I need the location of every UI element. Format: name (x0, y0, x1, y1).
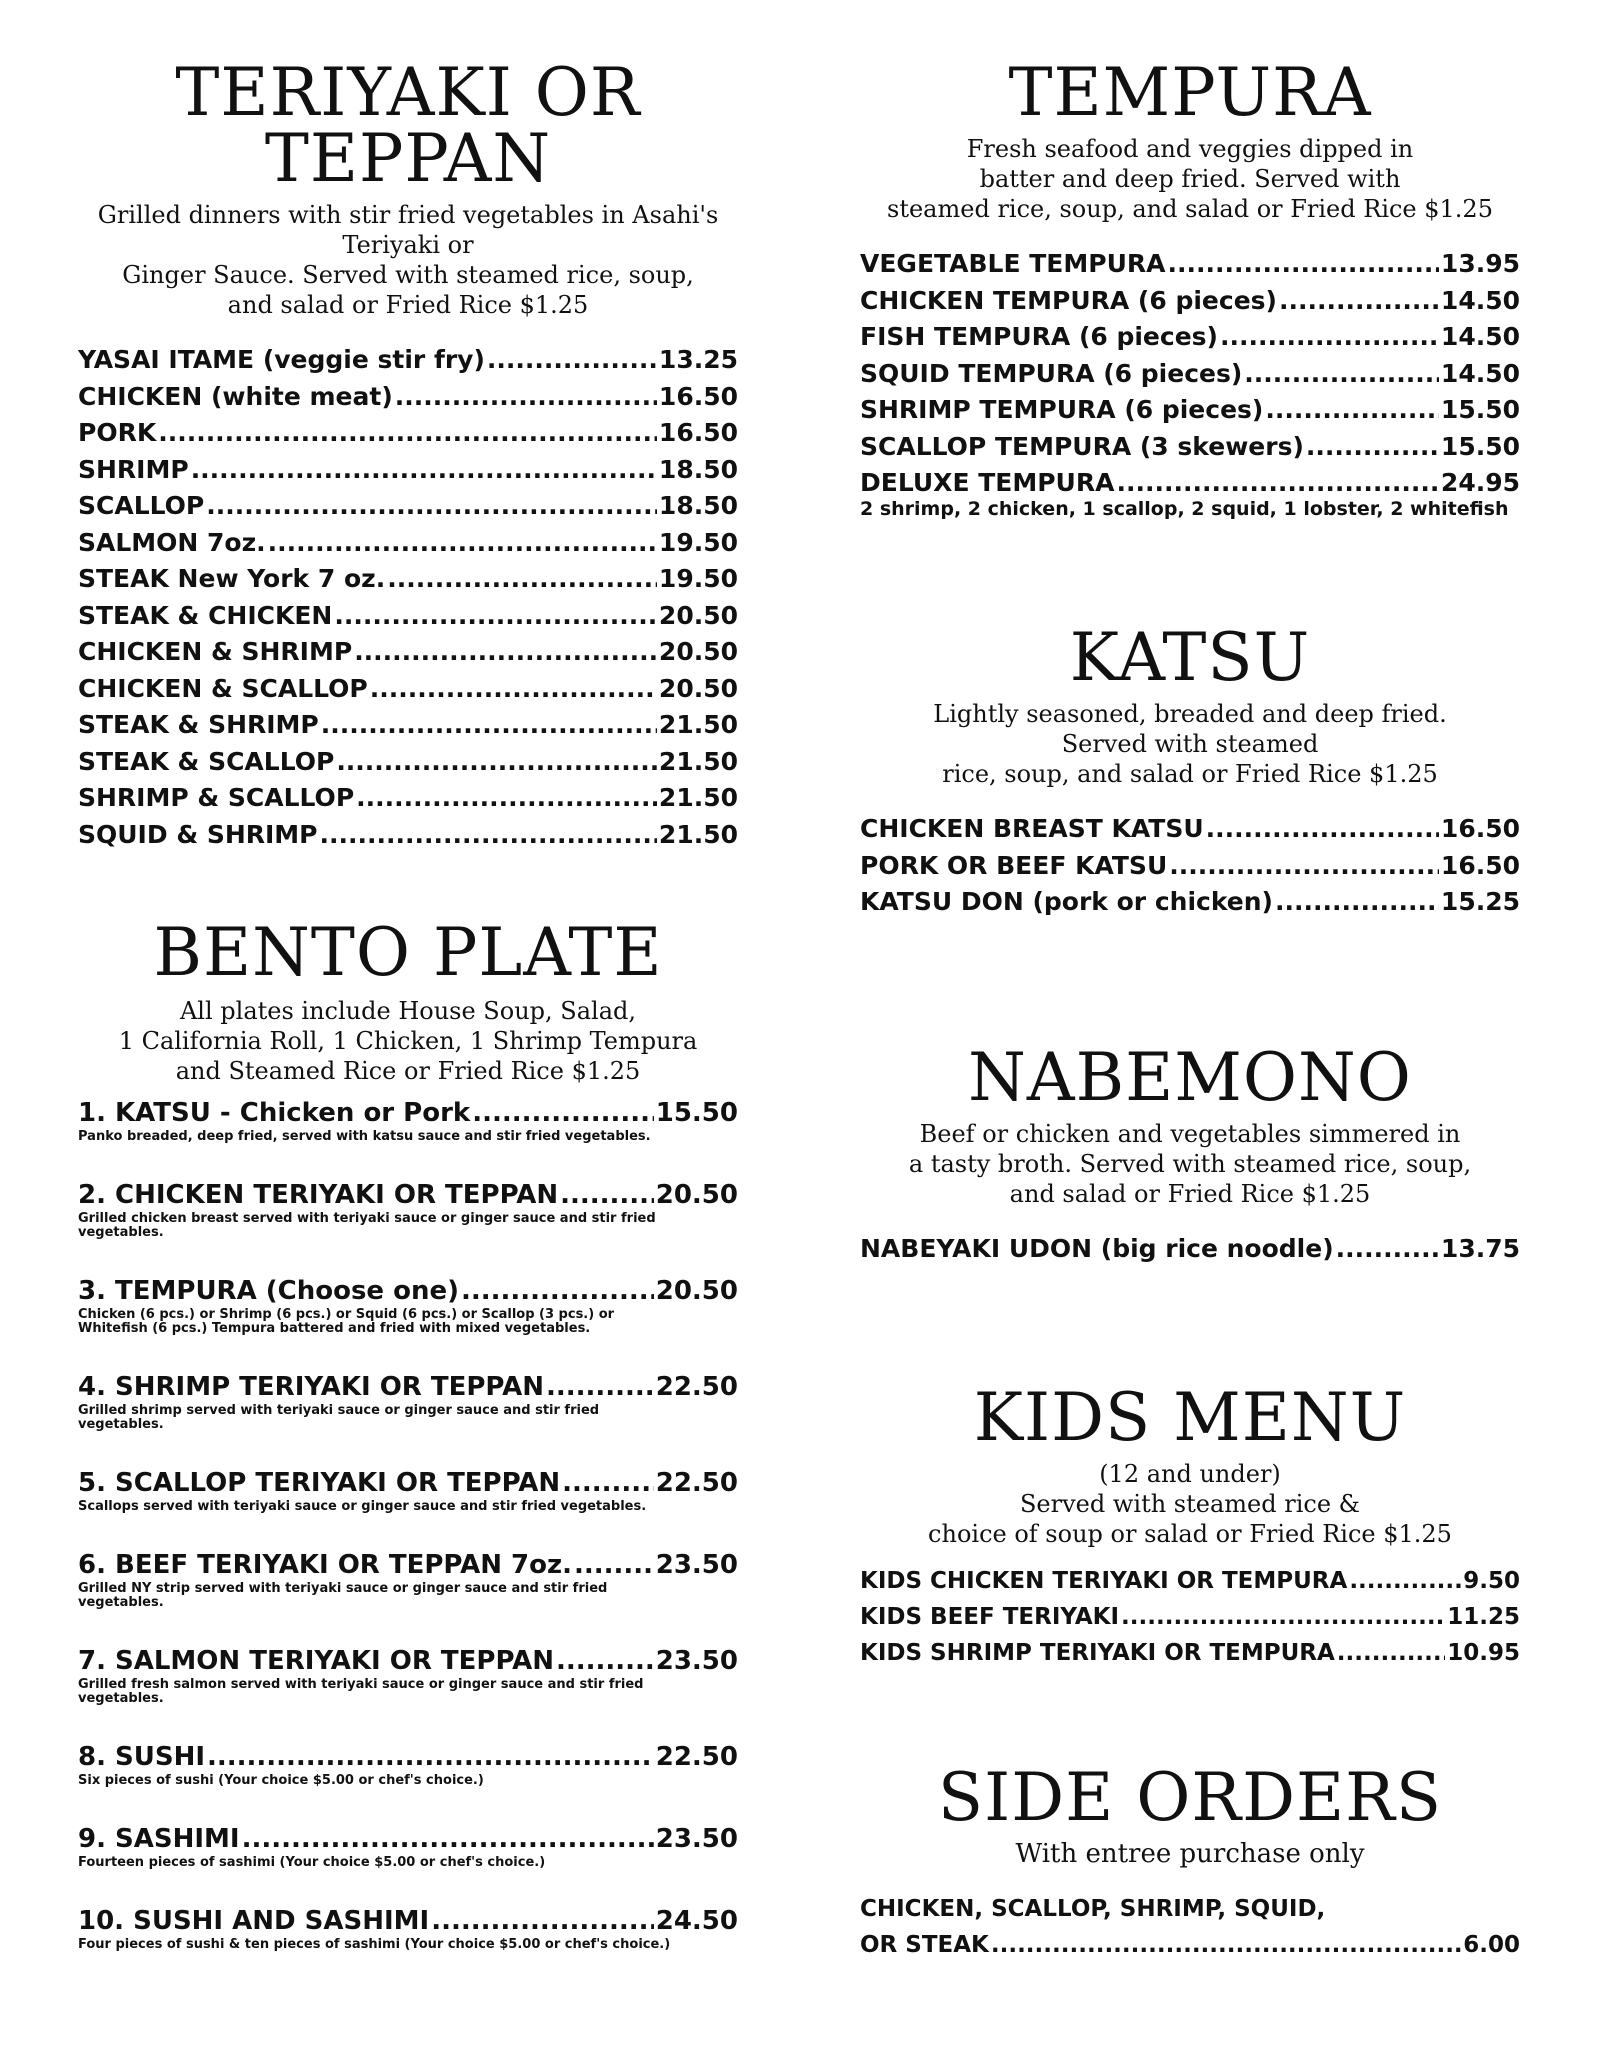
dot-leader (1167, 246, 1438, 283)
item-name: STEAK New York 7 oz. (78, 564, 386, 593)
dot-leader (562, 1466, 654, 1500)
menu-item (78, 379, 738, 416)
item-price: 13.75 (1440, 1234, 1520, 1263)
item-price: 16.50 (1440, 850, 1520, 880)
dot-leader (1206, 811, 1439, 848)
item-description: Grilled fresh salmon served with teriyaki sauce or ginger sauce and stir fried vegetables. (78, 1677, 644, 1706)
menu-item (860, 356, 1520, 393)
dot-leader (1265, 392, 1439, 429)
dot-leader (158, 415, 657, 452)
dot-leader (1169, 848, 1439, 885)
menu-item (860, 1231, 1520, 1268)
dot-leader (574, 1548, 654, 1582)
dot-leader (268, 525, 657, 562)
item-price: 6.00 (1463, 1932, 1520, 1958)
item-price: 20.50 (658, 673, 738, 703)
item-price: 15.50 (1440, 395, 1520, 424)
teriyaki-section (78, 54, 738, 853)
dot-leader (1220, 319, 1439, 356)
item-name: PORK OR BEEF KATSU (860, 850, 1168, 880)
dot-leader (207, 1740, 654, 1774)
menu-item (78, 707, 738, 744)
menu-item (78, 1822, 738, 1856)
item-price: 21.50 (658, 746, 738, 776)
item-price: 14.50 (1440, 358, 1520, 388)
bento-section (78, 914, 738, 1986)
dot-leader (356, 780, 657, 817)
section-title: TEMPURA (1008, 54, 1372, 131)
dot-leader (321, 707, 657, 744)
item-name: 6. BEEF TERIYAKI OR TEPPAN 7oz. (78, 1550, 572, 1580)
menu-item (78, 1740, 738, 1774)
item-price: 18.50 (658, 491, 738, 520)
item-price: 20.50 (655, 1180, 738, 1210)
item-price: 20.50 (658, 637, 738, 666)
menu-item (78, 1274, 738, 1308)
menu-item (78, 671, 738, 708)
menu-item (78, 1178, 738, 1212)
item-price: 23.50 (655, 1824, 738, 1854)
item-name: 1. KATSU - Chicken or Pork (78, 1098, 471, 1128)
item-price: 23.50 (655, 1646, 738, 1676)
item-name: 10. SUSHI AND SASHIMI (78, 1906, 430, 1936)
dot-leader (560, 1178, 654, 1212)
menu-item (860, 884, 1520, 921)
item-name: FISH TEMPURA (6 pieces) (860, 322, 1218, 351)
katsu-section (860, 619, 1520, 921)
menu-item (78, 634, 738, 671)
item-name: SHRIMP (78, 454, 189, 484)
menu-item (78, 817, 738, 854)
item-price: 21.50 (658, 819, 738, 849)
item-price: 18.50 (658, 454, 738, 484)
side-orders-line: CHICKEN, SCALLOP, SHRIMP, SQUID, (860, 1896, 1326, 1922)
dot-leader (1337, 1635, 1445, 1671)
item-price: 23.50 (655, 1550, 738, 1580)
item-price: 14.50 (1440, 285, 1520, 315)
menu-item-list (860, 811, 1520, 921)
menu-item (860, 429, 1520, 466)
item-description: Six pieces of sushi (Your choice $5.00 or chef's choice.) (78, 1773, 484, 1788)
item-name: DELUXE TEMPURA (860, 468, 1115, 497)
dot-leader (191, 452, 657, 489)
item-price: 22.50 (655, 1372, 738, 1402)
menu-item-list (78, 342, 738, 853)
menu-item (860, 283, 1520, 320)
item-description: Four pieces of sushi & ten pieces of sashimi (Your choice $5.00 or chef's choice.) (78, 1937, 671, 1952)
bento-item (78, 1096, 738, 1144)
item-name: KATSU DON (pork or chicken) (860, 887, 1273, 916)
section-description: With entree purchase only (1015, 1839, 1365, 1869)
menu-item (78, 488, 738, 525)
item-price: 14.50 (1440, 322, 1520, 351)
section-description: Fresh seafood and veggies dipped in batter and deep fried. Served with steamed rice, soup, and salad or Fried Rice $1.25 (887, 135, 1493, 223)
item-description: Panko breaded, deep fried, served with katsu sauce and stir fried vegetables. (78, 1129, 651, 1144)
item-price: 22.50 (655, 1468, 738, 1498)
menu-item (860, 1599, 1520, 1635)
item-price: 9.50 (1463, 1568, 1520, 1594)
menu-item (78, 1904, 738, 1938)
item-name: CHICKEN (white meat) (78, 381, 393, 411)
item-description: Grilled NY strip served with teriyaki sauce or ginger sauce and stir fried vegetables. (78, 1581, 608, 1610)
item-name: SHRIMP & SCALLOP (78, 783, 355, 812)
item-name: SCALLOP TEMPURA (3 skewers) (860, 431, 1304, 461)
item-name: NABEYAKI UDON (big rice noodle) (860, 1234, 1334, 1263)
item-name: 7. SALMON TERIYAKI OR TEPPAN (78, 1646, 555, 1676)
dot-leader (461, 1274, 654, 1308)
item-name: CHICKEN TEMPURA (6 pieces) (860, 285, 1277, 315)
menu-item (860, 465, 1520, 502)
nabemono-section (860, 1039, 1520, 1268)
bento-item (78, 1740, 738, 1788)
dot-leader (206, 488, 657, 525)
item-description: Scallops served with teriyaki sauce or ginger sauce and stir fried vegetables. (78, 1499, 647, 1514)
item-name: CHICKEN & SHRIMP (78, 637, 353, 666)
item-price: 16.50 (658, 381, 738, 411)
item-name: STEAK & CHICKEN (78, 600, 333, 630)
kids-section (860, 1379, 1520, 1671)
item-name: KIDS BEEF TERIYAKI (860, 1604, 1120, 1630)
dot-leader (546, 1370, 654, 1404)
item-name: CHICKEN BREAST KATSU (860, 814, 1204, 843)
item-name: SALMON 7oz. (78, 527, 266, 557)
item-price: 24.50 (655, 1906, 738, 1936)
dot-leader (1244, 356, 1439, 393)
menu-item (860, 319, 1520, 356)
item-price: 15.25 (1440, 887, 1520, 916)
menu-item (860, 246, 1520, 283)
menu-item (78, 342, 738, 379)
item-name: SHRIMP TEMPURA (6 pieces) (860, 395, 1264, 424)
dot-leader (1116, 465, 1438, 502)
item-price: 21.50 (658, 783, 738, 812)
item-name: VEGETABLE TEMPURA (860, 249, 1166, 278)
item-name: 8. SUSHI (78, 1742, 206, 1772)
menu-item (78, 598, 738, 635)
dot-leader (1121, 1599, 1445, 1635)
item-description: Chicken (6 pcs.) or Shrimp (6 pcs.) or Squid (6 pcs.) or Scallop (3 pcs.) or Whitefish (6 pcs.) Tempura battered and fried with mixed vegetables. (78, 1307, 615, 1336)
item-name: KIDS CHICKEN TERIYAKI OR TEMPURA (860, 1568, 1348, 1594)
item-price: 10.95 (1447, 1640, 1520, 1666)
item-name: OR STEAK (860, 1932, 989, 1958)
menu-item-list (78, 1096, 738, 1952)
item-name: 3. TEMPURA (Choose one) (78, 1276, 459, 1306)
item-description: Grilled shrimp served with teriyaki sauce or ginger sauce and stir fried vegetables. (78, 1403, 600, 1432)
dot-leader (242, 1822, 654, 1856)
bento-item (78, 1904, 738, 1952)
menu-item (860, 1927, 1520, 1963)
menu-item (78, 1370, 738, 1404)
deluxe-note: 2 shrimp, 2 chicken, 1 scallop, 2 squid, 1 lobster, 2 whitefish (860, 497, 1509, 520)
bento-item (78, 1644, 738, 1706)
menu-item (78, 1644, 738, 1678)
menu-item (78, 1096, 738, 1130)
menu-item-list (860, 246, 1520, 502)
item-name: STEAK & SCALLOP (78, 746, 335, 776)
section-title: SIDE ORDERS (937, 1759, 1443, 1836)
menu-item-list (860, 1563, 1520, 1671)
item-name: SQUID & SHRIMP (78, 819, 318, 849)
menu-item (78, 780, 738, 817)
item-price: 15.50 (1440, 431, 1520, 461)
tempura-section (860, 54, 1520, 520)
item-price: 24.95 (1440, 468, 1520, 497)
item-name: PORK (78, 418, 157, 447)
dot-leader (334, 598, 657, 635)
dot-leader (320, 817, 657, 854)
item-name: YASAI ITAME (veggie stir fry) (78, 345, 485, 374)
item-price: 15.50 (655, 1098, 738, 1128)
item-price: 21.50 (658, 710, 738, 739)
dot-leader (387, 561, 657, 598)
menu-item (860, 811, 1520, 848)
item-description: Grilled chicken breast served with teriyaki sauce or ginger sauce and stir fried vegetables. (78, 1211, 656, 1240)
menu-item (78, 525, 738, 562)
item-name: CHICKEN & SCALLOP (78, 673, 368, 703)
item-price: 22.50 (655, 1742, 738, 1772)
item-name: SCALLOP (78, 491, 205, 520)
section-description: Grilled dinners with stir fried vegetables in Asahi's Teriyaki or Ginger Sauce. Served with steamed rice, soup, and salad or Fried Rice $1.25 (97, 201, 719, 319)
menu-item (860, 1563, 1520, 1599)
section-description: All plates include House Soup, Salad, 1 California Roll, 1 Chicken, 1 Shrimp Tempura and Steamed Rice or Fried Rice $1.25 (118, 997, 698, 1085)
bento-item (78, 1466, 738, 1514)
menu-item (78, 561, 738, 598)
item-name: 5. SCALLOP TERIYAKI OR TEPPAN (78, 1468, 561, 1498)
menu-item (860, 848, 1520, 885)
dot-leader (1275, 884, 1439, 921)
menu-item (78, 452, 738, 489)
bento-item (78, 1370, 738, 1432)
bento-item (78, 1274, 738, 1336)
item-price: 16.50 (658, 418, 738, 447)
side-orders-section (860, 1759, 1520, 1963)
item-price: 13.25 (658, 345, 738, 374)
section-description: Beef or chicken and vegetables simmered in a tasty broth. Served with steamed rice, soup, and salad or Fried Rice $1.25 (908, 1120, 1472, 1208)
item-name: 9. SASHIMI (78, 1824, 240, 1854)
menu-item (860, 1635, 1520, 1671)
item-name: 2. CHICKEN TERIYAKI OR TEPPAN (78, 1180, 559, 1210)
item-price: 16.50 (1440, 814, 1520, 843)
dot-leader (556, 1644, 654, 1678)
bento-item (78, 1548, 738, 1610)
item-name: STEAK & SHRIMP (78, 710, 319, 739)
item-price: 13.95 (1440, 249, 1520, 278)
menu-item (78, 415, 738, 452)
item-price: 19.50 (658, 564, 738, 593)
item-name: SQUID TEMPURA (6 pieces) (860, 358, 1243, 388)
item-price: 19.50 (658, 527, 738, 557)
dot-leader (487, 342, 657, 379)
dot-leader (1336, 1231, 1439, 1268)
dot-leader (1349, 1563, 1461, 1599)
menu-item (78, 1548, 738, 1582)
section-title: BENTO PLATE (153, 914, 663, 991)
dot-leader (354, 634, 657, 671)
item-price: 20.50 (655, 1276, 738, 1306)
dot-leader (991, 1927, 1461, 1963)
menu-item (860, 392, 1520, 429)
item-name: 4. SHRIMP TERIYAKI OR TEPPAN (78, 1372, 544, 1402)
section-description: Lightly seasoned, breaded and deep fried. Served with steamed rice, soup, and salad or Fried Rice $1.25 (933, 700, 1447, 788)
menu-item (78, 1466, 738, 1500)
dot-leader (370, 671, 657, 708)
section-description: (12 and under) Served with steamed rice & choice of soup or salad or Fried Rice $1.25 (928, 1460, 1452, 1548)
section-title: NABEMONO (968, 1039, 1412, 1116)
dot-leader (431, 1904, 654, 1938)
menu-item (78, 744, 738, 781)
section-title: KATSU (1069, 619, 1311, 696)
dot-leader (1306, 429, 1439, 466)
menu-item-list (860, 1231, 1520, 1268)
bento-item (78, 1822, 738, 1870)
dot-leader (395, 379, 657, 416)
dot-leader (1279, 283, 1439, 320)
section-title: TERIYAKI OR TEPPAN (175, 54, 641, 197)
item-description: Fourteen pieces of sashimi (Your choice $5.00 or chef's choice.) (78, 1855, 546, 1870)
item-price: 20.50 (658, 600, 738, 630)
section-title: KIDS MENU (973, 1379, 1407, 1456)
dot-leader (336, 744, 657, 781)
item-price: 11.25 (1447, 1604, 1520, 1630)
item-name: KIDS SHRIMP TERIYAKI OR TEMPURA (860, 1640, 1335, 1666)
dot-leader (472, 1096, 654, 1130)
bento-item (78, 1178, 738, 1240)
